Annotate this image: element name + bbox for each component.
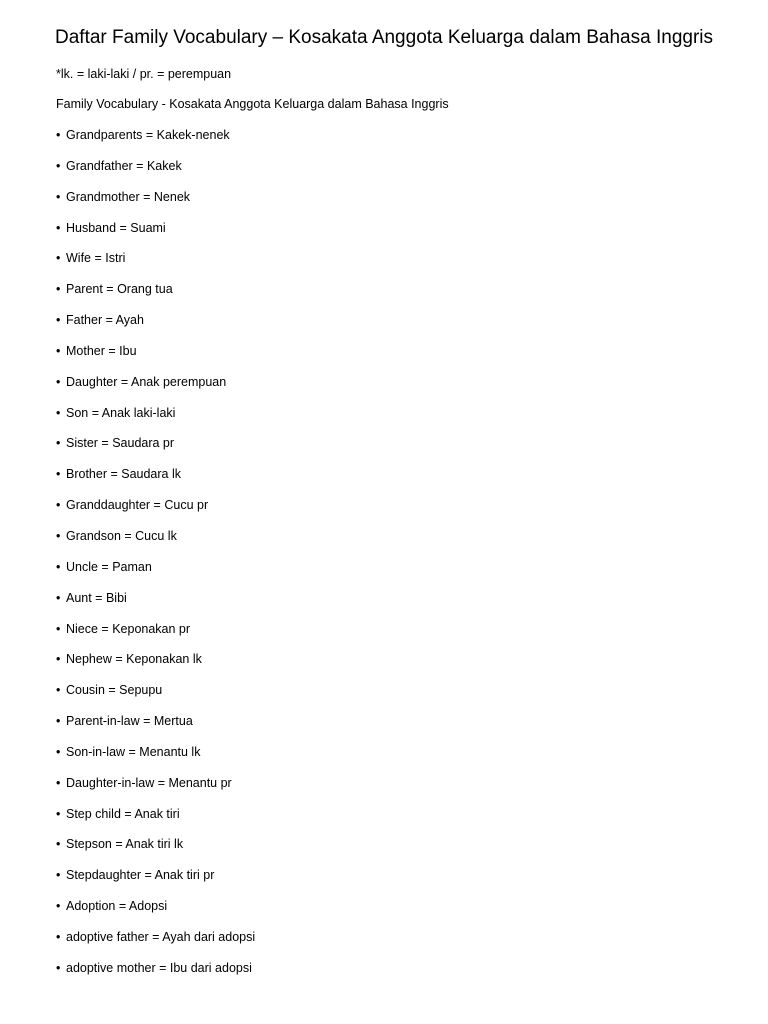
list-item: [56, 867, 255, 898]
list-item-text: Sister = Saudara pr: [66, 436, 175, 451]
bullet-icon: •: [56, 683, 61, 698]
bullet-icon: •: [56, 621, 61, 636]
bullet-icon: •: [56, 467, 61, 482]
bullet-icon: •: [56, 189, 61, 204]
bullet-icon: •: [56, 128, 61, 142]
list-item-text: Stepson = Anak tiri lk: [66, 837, 184, 852]
list-item-text: Aunt = Bibi: [66, 590, 127, 605]
list-item: [56, 374, 255, 405]
list-item-text: Brother = Saudara lk: [66, 467, 181, 482]
bullet-icon: •: [56, 775, 61, 790]
list-item-text: Nephew = Keponakan lk: [66, 652, 202, 667]
list-item-text: Stepdaughter = Anak tiri pr: [66, 868, 215, 883]
bullet-icon: •: [56, 498, 61, 513]
list-item: [56, 343, 255, 374]
bullet-icon: •: [56, 405, 61, 420]
list-item: [56, 775, 255, 806]
list-item-text: Father = Ayah: [66, 313, 144, 328]
bullet-icon: •: [56, 313, 61, 328]
list-item: [56, 281, 255, 312]
bullet-icon: •: [56, 960, 61, 975]
list-item: [56, 250, 255, 281]
bullet-icon: •: [56, 652, 61, 667]
list-item-text: Mother = Ibu: [66, 343, 137, 358]
list-item-text: Daughter = Anak perempuan: [66, 374, 227, 389]
bullet-icon: •: [56, 837, 61, 852]
list-item: [56, 497, 255, 528]
bullet-icon: •: [56, 374, 61, 389]
bullet-icon: •: [56, 282, 61, 297]
bullet-icon: •: [56, 158, 61, 173]
list-item-text: Grandfather = Kakek: [66, 158, 182, 173]
list-item-text: Parent-in-law = Mertua: [66, 714, 193, 729]
bullet-icon: •: [56, 899, 61, 914]
vocabulary-list: [56, 127, 255, 991]
bullet-icon: •: [56, 868, 61, 883]
list-item: [56, 158, 255, 189]
bullet-icon: •: [56, 590, 61, 605]
document-title: Daftar Family Vocabulary – Kosakata Anggota Keluarga dalam Bahasa Inggris: [55, 27, 713, 48]
list-item: [56, 405, 255, 436]
list-item: [56, 713, 255, 744]
list-item: [56, 651, 255, 682]
list-item-text: Grandparents = Kakek-nenek: [66, 128, 230, 142]
list-item-text: Granddaughter = Cucu pr: [66, 498, 209, 513]
list-item-text: Son = Anak laki-laki: [66, 405, 176, 420]
list-item: [56, 559, 255, 590]
list-item: [56, 621, 255, 652]
list-item-text: Step child = Anak tiri: [66, 806, 180, 821]
bullet-icon: •: [56, 806, 61, 821]
list-item-text: Wife = Istri: [66, 251, 126, 266]
list-item-text: Grandmother = Nenek: [66, 189, 191, 204]
bullet-icon: •: [56, 929, 61, 944]
list-item: [56, 806, 255, 837]
list-item: [56, 528, 255, 559]
list-item: [56, 312, 255, 343]
list-item-text: Daughter-in-law = Menantu pr: [66, 775, 232, 790]
list-item-text: Husband = Suami: [66, 220, 166, 235]
list-item: [56, 435, 255, 466]
list-item-text: Son-in-law = Menantu lk: [66, 744, 201, 759]
list-item: [56, 836, 255, 867]
list-item: [56, 220, 255, 251]
list-item: [56, 682, 255, 713]
list-item-text: Adoption = Adopsi: [66, 899, 168, 914]
abbreviation-note: *lk. = laki-laki / pr. = perempuan: [56, 67, 232, 81]
list-item-text: Parent = Orang tua: [66, 282, 173, 297]
list-item: [56, 960, 255, 991]
list-item-text: Grandson = Cucu lk: [66, 528, 177, 543]
bullet-icon: •: [56, 220, 61, 235]
list-item: [56, 744, 255, 775]
list-item-text: adoptive mother = Ibu dari adopsi: [66, 960, 252, 975]
bullet-icon: •: [56, 744, 61, 759]
bullet-icon: •: [56, 559, 61, 574]
list-item-text: Niece = Keponakan pr: [66, 621, 191, 636]
list-item: [56, 898, 255, 929]
list-item: [56, 466, 255, 497]
bullet-icon: •: [56, 251, 61, 266]
bullet-icon: •: [56, 436, 61, 451]
list-item: [56, 127, 255, 158]
list-item-text: Cousin = Sepupu: [66, 683, 163, 698]
list-item: [56, 189, 255, 220]
bullet-icon: •: [56, 343, 61, 358]
bullet-icon: •: [56, 714, 61, 729]
list-item: [56, 590, 255, 621]
bullet-icon: •: [56, 528, 61, 543]
list-item: [56, 929, 255, 960]
document-subtitle: Family Vocabulary - Kosakata Anggota Keluarga dalam Bahasa Inggris: [56, 97, 449, 111]
list-item-text: adoptive father = Ayah dari adopsi: [66, 929, 256, 944]
list-item-text: Uncle = Paman: [66, 559, 152, 574]
